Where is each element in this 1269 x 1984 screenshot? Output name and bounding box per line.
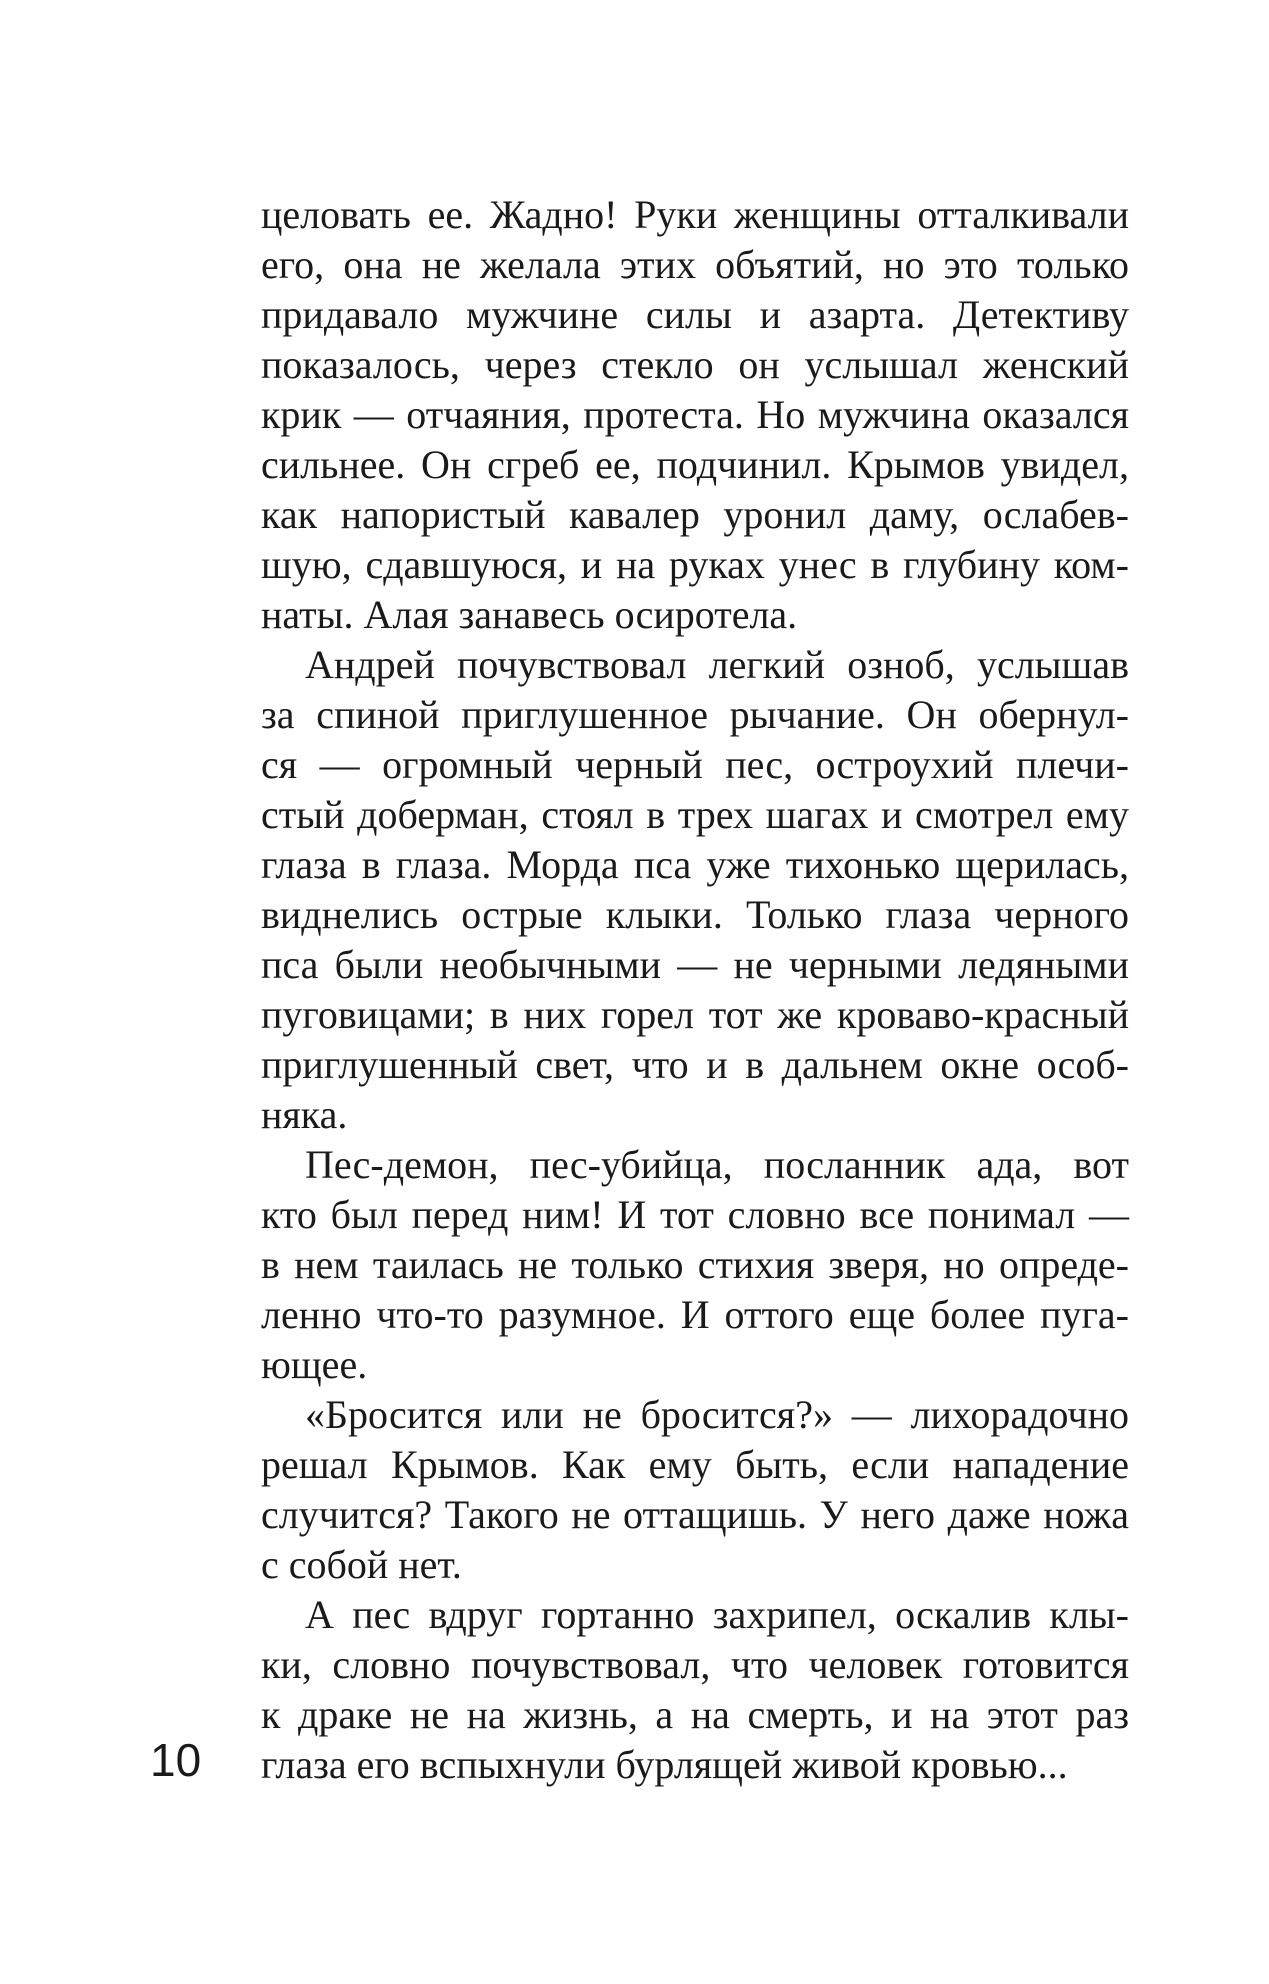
text-line: крик — отчаяния, протеста. Но мужчина оказался [261, 392, 1129, 437]
text-line: няка. [261, 1092, 348, 1137]
text-line: наты. Алая занавесь осиротела. [261, 592, 798, 637]
text-column [261, 190, 1129, 1790]
text-line: Пес-демон, пес-убийца, посланник ада, вот [305, 1142, 1129, 1187]
text-line: глаза в глаза. Морда пса уже тихонько щерилась, [261, 842, 1129, 887]
text-line: виднелись острые клыки. Только глаза черного [261, 892, 1129, 937]
text-line: как напористый кавалер уронил даму, ослабев- [261, 492, 1129, 537]
text-line: его, она не желала этих объятий, но это только [261, 242, 1129, 287]
text-line: сильнее. Он сгреб ее, подчинил. Крымов увидел, [261, 442, 1129, 487]
text-line: целовать ее. Жадно! Руки женщины отталкивали [261, 192, 1129, 237]
page-number: 10 [150, 1734, 202, 1786]
paragraph-2 [261, 640, 1129, 1140]
text-line: ющее. [261, 1342, 368, 1387]
text-line: шую, сдавшуюся, и на руках унес в глубину ком- [261, 542, 1129, 587]
text-line: решал Крымов. Как ему быть, если нападение [261, 1442, 1129, 1487]
text-line: случится? Такого не оттащишь. У него даже ножа [261, 1492, 1129, 1537]
text-line: глаза его вспыхнули бурлящей живой кровью... [261, 1742, 1068, 1787]
text-line: пуговицами; в них горел тот же кроваво-красный [261, 992, 1129, 1037]
text-line: ся — огромный черный пес, остроухий плечи- [261, 742, 1129, 787]
text-line: показалось, через стекло он услышал женский [261, 342, 1129, 387]
text-line: придавало мужчине силы и азарта. Детективу [261, 292, 1129, 337]
paragraph-4 [261, 1390, 1129, 1590]
text-line: «Бросится или не бросится?» — лихорадочно [305, 1392, 1129, 1437]
text-line: А пес вдруг гортанно захрипел, оскалив клы- [305, 1592, 1129, 1637]
text-line: ки, словно почувствовал, что человек готовится [261, 1642, 1129, 1687]
paragraph-3 [261, 1140, 1129, 1390]
paragraph-5 [261, 1590, 1129, 1790]
text-line: кто был перед ним! И тот словно все понимал — [261, 1192, 1129, 1237]
text-line: стый доберман, стоял в трех шагах и смотрел ему [261, 792, 1129, 837]
text-line: пса были необычными — не черными ледяными [261, 942, 1129, 987]
text-line: с собой нет. [261, 1542, 462, 1587]
text-line: ленно что-то разумное. И оттого еще более пуга- [261, 1292, 1129, 1337]
text-line: за спиной приглушенное рычание. Он обернул- [261, 692, 1129, 737]
paragraph-1 [261, 190, 1129, 640]
text-line: Андрей почувствовал легкий озноб, услышав [305, 642, 1129, 687]
text-line: приглушенный свет, что и в дальнем окне особ- [261, 1042, 1129, 1087]
text-line: в нем таилась не только стихия зверя, но опреде- [261, 1242, 1129, 1287]
text-line: к драке не на жизнь, а на смерть, и на этот раз [261, 1692, 1129, 1737]
